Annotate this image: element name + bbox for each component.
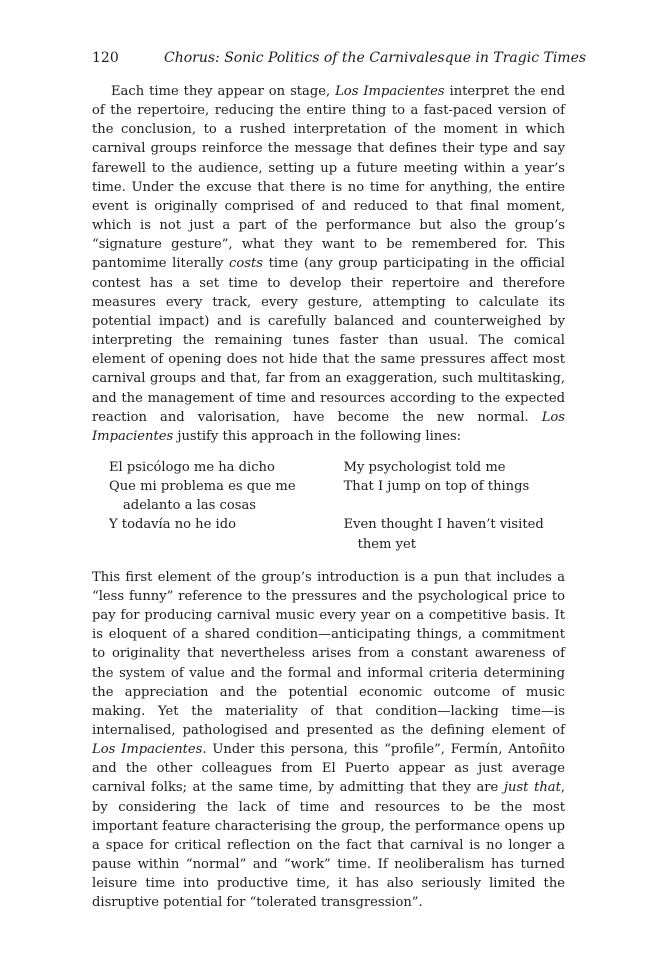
verse-spanish: Que mi problema es que me adelanto a las cosas (109, 479, 296, 514)
verse-line (109, 458, 565, 477)
group-name-italic: Los Impacientes (92, 742, 203, 758)
emphasis-italic: just that (503, 780, 561, 796)
verse-spanish: El psicólogo me ha dicho (109, 459, 275, 475)
verse-english: That I jump on top of things (343, 479, 530, 495)
verse-block (109, 458, 565, 554)
emphasis-italic: costs (229, 256, 263, 272)
paragraph-2-text: , by considering the lack of time and resources to be the most important feature characterising the group, the performance opens up a space for critical reflection on the fact that carnival is no longer a pause within “normal” and “work” time. If neoliberalism has turned leisure time into productive time, it has also seriously limited the disruptive potential for “tolerated transgression”. (92, 780, 566, 911)
paragraph-2-text: . Under this persona, this “profile”, Fermín, Antoñito and the other colleagues from El Puerto appear as just average carnival folks; at the same time, by admitting that they are (92, 742, 566, 796)
paragraph-1 (92, 82, 565, 446)
verse-english: My psychologist told me (343, 459, 506, 475)
group-name-italic: Los Impacientes (92, 409, 565, 444)
verse-line (109, 515, 565, 553)
paragraph-1-text: interpret the end of the repertoire, reducing the entire thing to a fast-paced version of the conclusion, to a rushed interpretation of the moment in which carnival groups reinforce the message that defines their type and say farewell to the audience, setting up a future meeting within a year’s time. Under the excuse that there is no time for anything, the entire event is originally comprised of and reduced to that final moment, which is not just a part of the performance but also the group’s “signature gesture”, what they want to be remembered for. This pantomime literally (92, 84, 565, 272)
verse-spanish: Y todavía no he ido (109, 517, 236, 533)
verse-line (109, 477, 565, 515)
page-number: 120 (92, 50, 119, 66)
book-page (92, 48, 587, 913)
verse-english: Even thought I haven’t visited them yet (343, 517, 544, 552)
paragraph-1-text: Each time they appear on stage, (111, 84, 336, 99)
paragraph-2-text: This first element of the group’s introduction is a pun that includes a “less funny” reference to the pressures and the psychological price to pay for producing carnival music every year on a competitive basis. It is eloquent of a shared condition—anticipating things, a commitment to originality that nevertheless arises from a constant awareness of the system of value and the formal and informal criteria determining the appreciation and the potential economic outcome of music making. Yet the materiality of that condition—lacking time—is internalised, pathologised and presented as the defining element of (92, 569, 565, 738)
running-head (92, 48, 587, 68)
running-title: Chorus: Sonic Politics of the Carnivalesque in Tragic Times (164, 50, 587, 66)
paragraph-1-text: justify this approach in the following lines: (173, 428, 462, 444)
group-name-italic: Los Impacientes (335, 84, 445, 99)
paragraph-2 (92, 568, 565, 913)
paragraph-1-text: time (any group participating in the official contest has a set time to develop their repertoire and therefore measures every track, every gesture, attempting to calculate its potential impact) and is carefully balanced and counterweighed by interpreting the remaining tunes faster than usual. The comical element of opening does not hide that the same pressures affect most carnival groups and that, far from an exaggeration, such multitasking, and the management of time and resources according to the expected reaction and valorisation, have become the new normal. (92, 256, 565, 425)
